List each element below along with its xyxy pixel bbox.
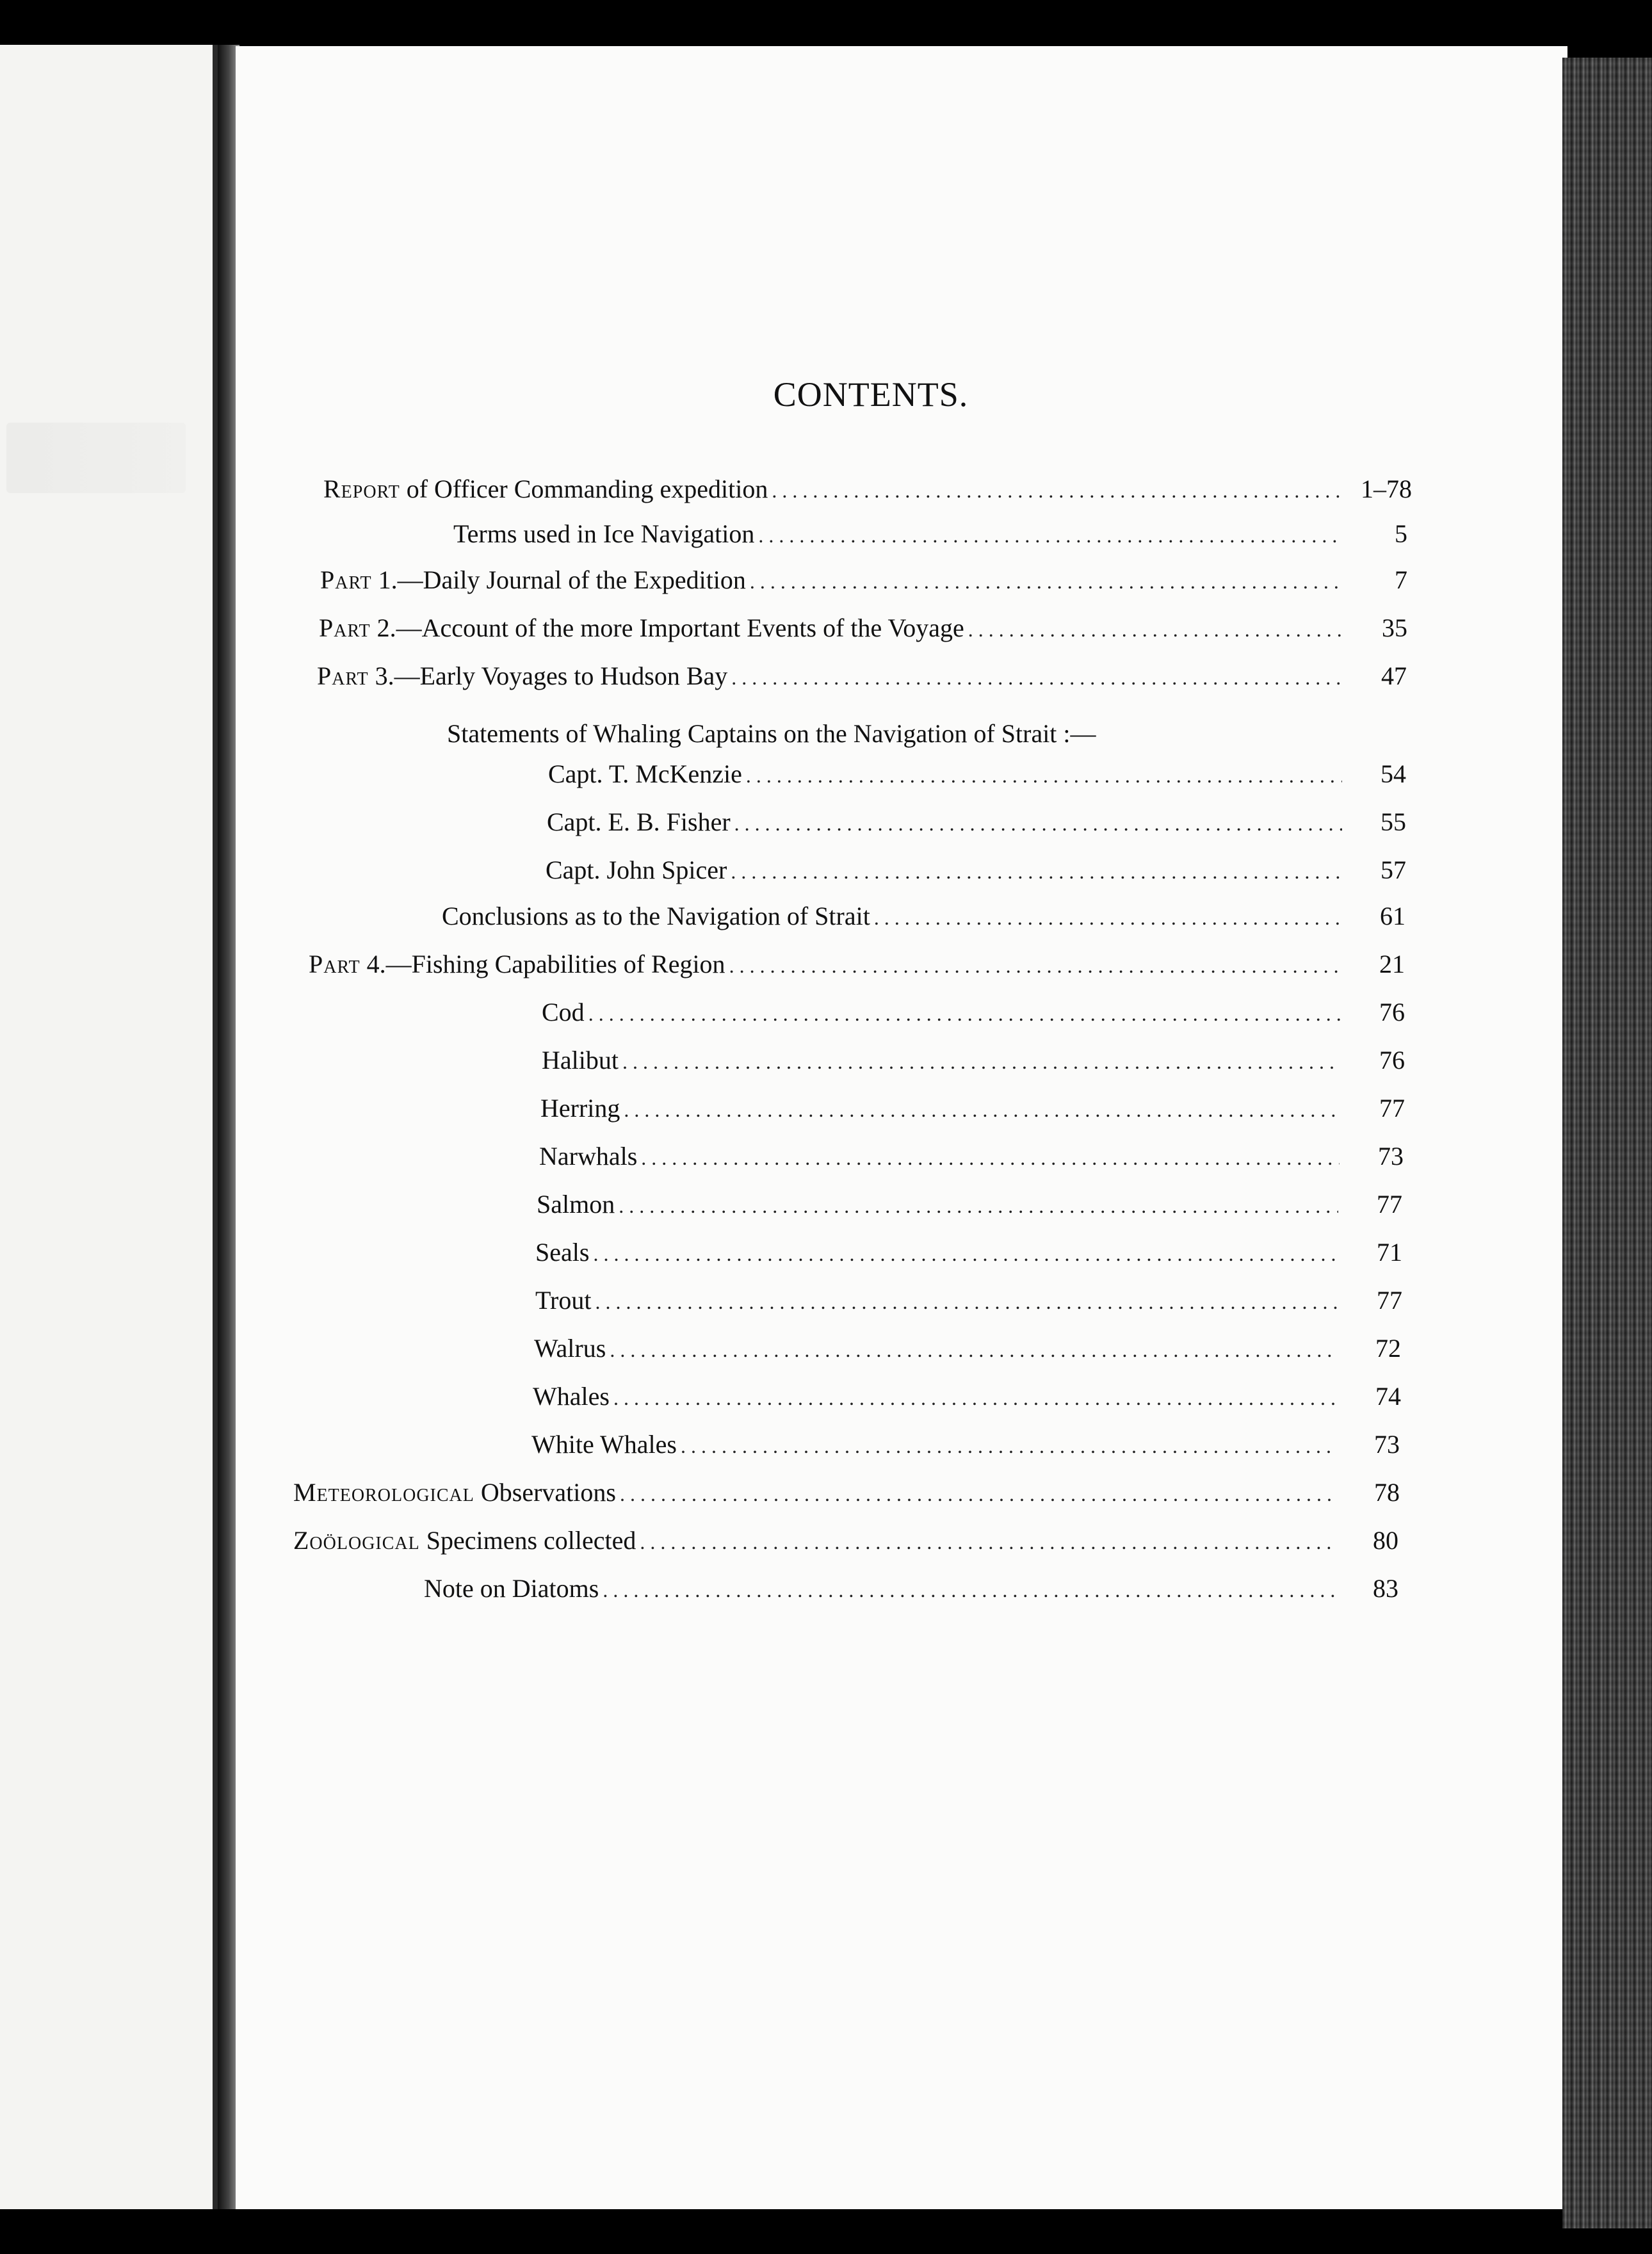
- page-number: 80: [1373, 1526, 1398, 1555]
- dot-leader: [624, 1092, 1341, 1126]
- entry-text: Capt. T. McKenzie: [548, 759, 742, 788]
- page-number: 73: [1378, 1142, 1404, 1171]
- toc-entry-herring: [540, 1092, 1405, 1125]
- entry-text: Statements of Whaling Captains on the Navigation of Strait :—: [447, 719, 1096, 748]
- entry-text: Cod: [542, 998, 585, 1026]
- toc-entry-trout: [535, 1284, 1402, 1317]
- page-number: 78: [1374, 1478, 1400, 1507]
- page-number: 71: [1377, 1238, 1402, 1267]
- page-number: 57: [1381, 855, 1406, 884]
- entry-text: White Whales: [531, 1430, 677, 1459]
- page-number: 83: [1373, 1574, 1398, 1603]
- entry-text: Seals: [535, 1238, 590, 1267]
- dot-leader: [622, 1044, 1341, 1078]
- dot-leader: [750, 564, 1343, 598]
- entry-text: Note on Diatoms: [424, 1574, 599, 1603]
- page-number: 76: [1379, 1046, 1405, 1074]
- entry-prefix: Report: [323, 474, 400, 503]
- contents-title: CONTENTS.: [773, 375, 969, 414]
- entry-text: Salmon: [537, 1190, 615, 1219]
- page-number: 77: [1377, 1190, 1402, 1219]
- toc-entry-diatoms: [424, 1572, 1398, 1605]
- toc-entry-part-3: [317, 660, 1407, 693]
- page-number: 77: [1377, 1286, 1402, 1315]
- page-number: 7: [1395, 565, 1407, 594]
- entry-text: Capt. E. B. Fisher: [547, 807, 731, 836]
- entry-prefix: Part: [320, 565, 372, 594]
- dot-leader: [681, 1428, 1336, 1463]
- dot-leader: [593, 1236, 1338, 1270]
- page-number: 5: [1395, 519, 1407, 548]
- page-number: 73: [1374, 1430, 1400, 1459]
- dot-leader: [758, 517, 1343, 552]
- facing-page: [0, 45, 218, 2209]
- toc-entry-whales: [533, 1380, 1401, 1413]
- page-number: 61: [1380, 902, 1405, 930]
- toc-entry-conclusions: [442, 900, 1405, 933]
- dot-leader: [641, 1140, 1340, 1174]
- toc-entry-seals: [535, 1236, 1402, 1269]
- entry-prefix: Part: [309, 950, 360, 978]
- dot-leader: [613, 1380, 1337, 1415]
- page-number: 54: [1381, 759, 1406, 788]
- toc-entry-zoological: [293, 1524, 1398, 1557]
- dot-leader: [731, 660, 1343, 694]
- toc-entry-part-2: [319, 612, 1407, 645]
- page-number: 21: [1379, 950, 1405, 978]
- entry-text: Specimens collected: [419, 1526, 636, 1555]
- toc-entry-part-4: [309, 948, 1405, 981]
- bleed-through-text: [6, 423, 186, 493]
- toc-entry-walrus: [534, 1332, 1401, 1365]
- page-edges: [1562, 58, 1652, 2228]
- entry-prefix: Zoölogical: [293, 1526, 420, 1555]
- toc-entry-cod: [542, 996, 1405, 1029]
- page-number: 1–78: [1361, 474, 1412, 503]
- dot-leader: [603, 1572, 1334, 1607]
- toc-entry-narwhals: [539, 1140, 1404, 1173]
- entry-text: of Officer Commanding expedition: [400, 474, 768, 503]
- entry-text: 2.—Account of the more Important Events of the Voyage: [370, 613, 964, 642]
- page-number: 74: [1375, 1382, 1401, 1411]
- page-number: 77: [1379, 1094, 1405, 1123]
- toc-entry-statements: [447, 717, 1407, 750]
- dot-leader: [734, 806, 1342, 840]
- entry-text: Narwhals: [539, 1142, 638, 1171]
- page-number: 72: [1375, 1334, 1401, 1363]
- dot-leader: [729, 948, 1341, 982]
- entry-text: 4.—Fishing Capabilities of Region: [360, 950, 725, 978]
- toc-entry-terms: [453, 517, 1407, 551]
- dot-leader: [588, 996, 1341, 1030]
- page-number: 47: [1381, 661, 1407, 690]
- entry-text: 3.—Early Voyages to Hudson Bay: [368, 661, 728, 690]
- toc-entry-white-whales: [531, 1428, 1400, 1461]
- entry-text: Terms used in Ice Navigation: [453, 519, 755, 548]
- toc-entry-part-1: [320, 564, 1407, 597]
- dot-leader: [610, 1332, 1337, 1366]
- contents-page: [236, 46, 1567, 2209]
- dot-leader: [640, 1524, 1334, 1559]
- toc-entry-mckenzie: [548, 758, 1406, 791]
- toc-entry-meteorological: [293, 1476, 1400, 1509]
- entry-text: Halibut: [542, 1046, 619, 1074]
- entry-text: Whales: [533, 1382, 610, 1411]
- entry-text: 1.—Daily Journal of the Expedition: [371, 565, 746, 594]
- entry-text: Herring: [540, 1094, 620, 1123]
- toc-entry-salmon: [537, 1188, 1402, 1221]
- toc-entry-fisher: [547, 806, 1406, 839]
- dot-leader: [746, 758, 1342, 792]
- dot-leader: [874, 900, 1341, 934]
- dot-leader: [968, 612, 1343, 646]
- toc-entry-report: [323, 473, 1412, 506]
- dot-leader: [620, 1476, 1336, 1511]
- entry-text: Walrus: [534, 1334, 606, 1363]
- entry-text: Capt. John Spicer: [546, 855, 727, 884]
- entry-prefix: Part: [319, 613, 371, 642]
- page-number: 76: [1379, 998, 1405, 1026]
- page-number: 35: [1382, 613, 1407, 642]
- entry-prefix: Meteorological: [293, 1478, 474, 1507]
- toc-entry-halibut: [542, 1044, 1405, 1077]
- dot-leader: [595, 1284, 1338, 1318]
- page-number: 55: [1381, 807, 1406, 836]
- entry-text: Trout: [535, 1286, 592, 1315]
- entry-prefix: Part: [317, 661, 369, 690]
- entry-text: Observations: [474, 1478, 616, 1507]
- dot-leader: [619, 1188, 1338, 1222]
- dot-leader: [772, 473, 1341, 507]
- toc-entry-spicer: [546, 854, 1406, 887]
- dot-leader: [731, 854, 1342, 888]
- entry-text: Conclusions as to the Navigation of Strait: [442, 902, 870, 930]
